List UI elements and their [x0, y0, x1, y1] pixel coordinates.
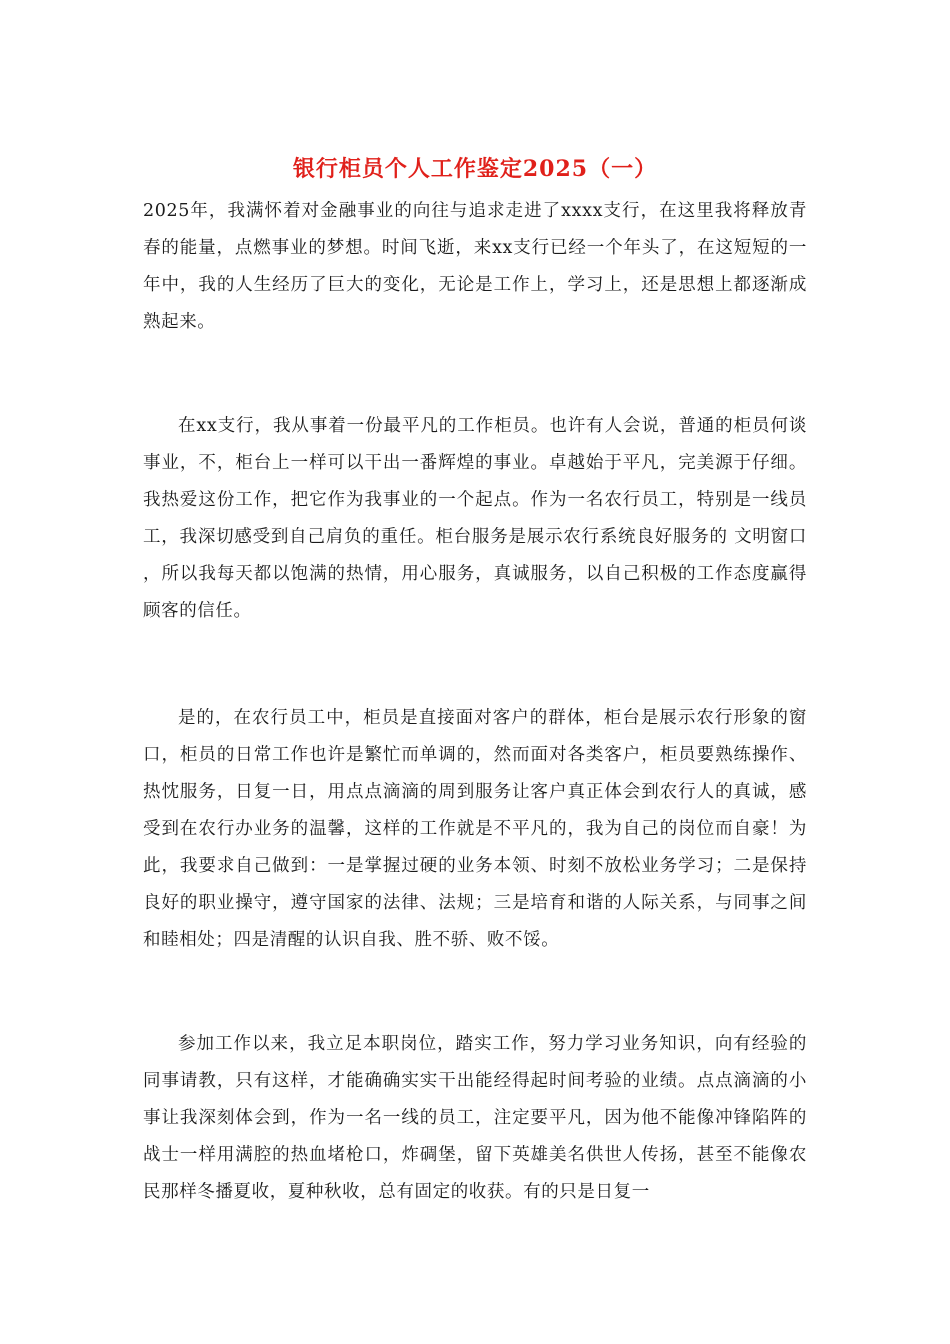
paragraph-3: 是的，在农行员工中，柜员是直接面对客户的群体，柜台是展示农行形象的窗口，柜员的日常工作也许是繁忙而单调的，然而面对各类客户，柜员要熟练操作、热忱服务，日复一日，用点点滴滴的周到服务让客户真正体会到农行人的真诚，感受到在农行办业务的温馨，这样的工作就是不平凡的，我为自己的岗位而自豪！为此，我要求自己做到：一是掌握过硬的业务本领、时刻不放松业务学习；二是保持良好的职业操守，遵守国家的法律、法规；三是培育和谐的人际关系，与同事之间和睦相处；四是清醒的认识自我、胜不骄、败不馁。: [143, 708, 807, 950]
paragraph-2: 在xx支行，我从事着一份最平凡的工作柜员。也许有人会说，普通的柜员何谈事业，不，柜台上一样可以干出一番辉煌的事业。卓越始于平凡，完美源于仔细。我热爱这份工作，把它作为我事业的一个起点。作为一名农行员工，特别是一线员工，我深切感受到自己肩负的重任。柜台服务是展示农行系统良好服务的 文明窗口 ，所以我每天都以饱满的热情，用心服务，真诚服务，以自己积极的工作态度赢得顾客的信任。: [143, 416, 807, 621]
paragraph-4: 参加工作以来，我立足本职岗位，踏实工作，努力学习业务知识，向有经验的同事请教，只有这样，才能确确实实干出能经得起时间考验的业绩。点点滴滴的小事让我深刻体会到，作为一名一线的员工，注定要平凡，因为他不能像冲锋陷阵的战士一样用满腔的热血堵枪口，炸碉堡，留下英雄美名供世人传扬，甚至不能像农民那样冬播夏收，夏种秋收，总有固定的收获。有的只是日复一: [143, 1034, 807, 1202]
paragraph-1: 2025年，我满怀着对金融事业的向往与追求走进了xxxx支行，在这里我将释放青春的能量，点燃事业的梦想。时间飞逝，来xx支行已经一个年头了，在这短短的一年中，我的人生经历了巨大的变化，无论是工作上，学习上，还是思想上都逐渐成熟起来。: [143, 201, 807, 332]
document-title: 银行柜员个人工作鉴定2025（一）: [292, 156, 658, 182]
